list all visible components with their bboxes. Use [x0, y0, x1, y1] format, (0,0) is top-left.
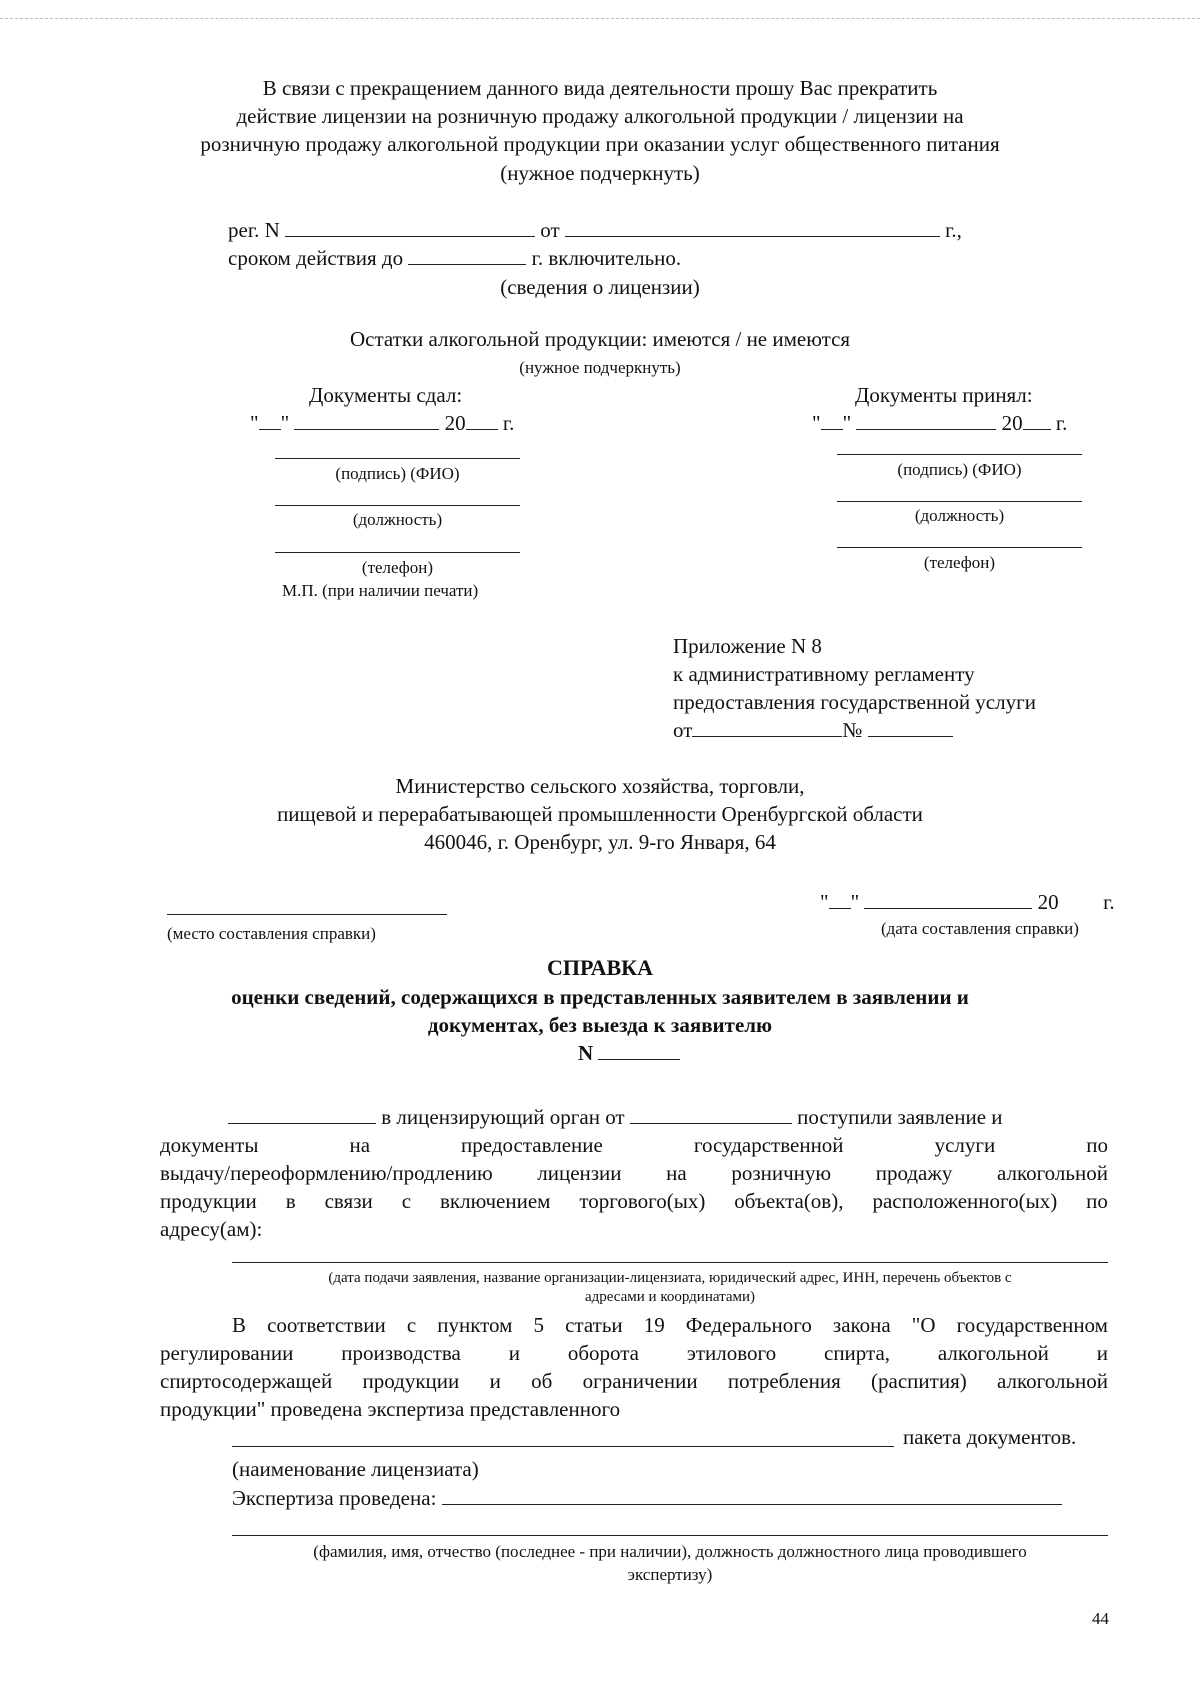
- year-suffix: г.,: [945, 218, 962, 242]
- received-year-field[interactable]: [1023, 428, 1051, 430]
- received-sig-caption: (подпись) (ФИО): [897, 460, 1022, 479]
- received-date-row: " " 20 г.: [812, 411, 1068, 435]
- intro-line-2: действие лицензии на розничную продажу алкогольной продукции / лицензии на: [236, 104, 964, 128]
- term-label: сроком действия до: [228, 246, 404, 270]
- licensee-line[interactable]: [232, 1446, 894, 1447]
- handed-date-row: " " 20 г.: [250, 411, 515, 435]
- date-caption: (дата составления справки): [881, 919, 1079, 938]
- certificate-number-row: N: [578, 1043, 680, 1064]
- body1-line-5: адресу(ам):: [160, 1217, 263, 1241]
- received-position-line[interactable]: [837, 501, 1082, 502]
- expertise-field[interactable]: [442, 1503, 1062, 1505]
- ministry-line-1: Министерство сельского хозяйства, торговли,: [395, 774, 805, 798]
- received-title: Документы принял:: [855, 383, 1033, 407]
- ministry-line-3: 460046, г. Оренбург, ул. 9-го Января, 64: [424, 830, 776, 854]
- certificate-number-field[interactable]: [598, 1058, 680, 1060]
- license-date-field[interactable]: [565, 235, 940, 237]
- received-position-caption: (должность): [914, 506, 1005, 525]
- received-phone-caption: (телефон): [923, 553, 996, 572]
- certificate-title: СПРАВКА: [546, 955, 654, 980]
- scan-top-edge: [0, 18, 1200, 19]
- body2-line-1: В соответствии с пунктом 5 статьи 19 Федерального закона "О государственном: [232, 1313, 1108, 1337]
- term-suffix: г. включительно.: [531, 246, 682, 270]
- body1-line-3: выдачу/переоформлению/продлению лицензии на розничную продажу алкогольной: [160, 1161, 1108, 1185]
- place-line[interactable]: [167, 914, 447, 915]
- handed-sig-line[interactable]: [275, 458, 520, 459]
- expert-line[interactable]: [232, 1535, 1108, 1536]
- body2-caption-2: экспертизу): [627, 1565, 713, 1584]
- received-day-field[interactable]: [821, 428, 843, 430]
- ministry-line-2: пищевой и перерабатывающей промышленности Оренбургской области: [277, 802, 923, 826]
- received-month-field[interactable]: [856, 428, 996, 430]
- reg-label: рег. N: [228, 218, 280, 242]
- handed-title: Документы сдал:: [309, 383, 463, 407]
- receipt-date-field[interactable]: [630, 1122, 792, 1124]
- appendix-line-3: предоставления государственной услуги: [673, 690, 1036, 714]
- appendix-line-2: к административному регламенту: [673, 662, 975, 686]
- handed-day-field[interactable]: [259, 428, 281, 430]
- handed-position-line[interactable]: [275, 505, 520, 506]
- appendix-number-field[interactable]: [868, 735, 953, 737]
- body2-line-2: регулировании производства и оборота этилового спирта, алкогольной и: [160, 1341, 1108, 1365]
- place-caption: (место составления справки): [167, 924, 376, 943]
- address-line[interactable]: [232, 1262, 1108, 1263]
- cert-day-field[interactable]: [829, 907, 851, 909]
- intro-line-3: розничную продажу алкогольной продукции при оказании услуг общественного питания: [200, 132, 1000, 156]
- body2-line-4: продукции" проведена экспертиза представленного: [160, 1397, 621, 1421]
- page-number: 44: [1092, 1609, 1109, 1628]
- license-caption: (сведения о лицензии): [500, 275, 700, 299]
- handed-month-field[interactable]: [294, 428, 439, 430]
- appendix-line-1: Приложение N 8: [673, 634, 822, 658]
- license-term-row: [228, 248, 681, 269]
- body1-caption-2: адресами и координатами): [584, 1289, 756, 1305]
- appendix-ref-row: от №: [673, 720, 953, 741]
- body1-line-4: продукции в связи с включением торгового(ых) объекта(ов), расположенного(ых) по: [160, 1189, 1108, 1213]
- body2-line-3: спиртосодержащей продукции и об ограничении потребления (распития) алкогольной: [160, 1369, 1108, 1393]
- from-label: от: [540, 218, 560, 242]
- licensee-caption: (наименование лицензиата): [232, 1457, 479, 1481]
- received-sig-line[interactable]: [837, 454, 1082, 455]
- body1-caption-1: (дата подачи заявления, название организации-лицензиата, юридический адрес, ИНН, перечень объектов с: [328, 1270, 1012, 1286]
- certificate-subtitle-2: документах, без выезда к заявителю: [427, 1013, 773, 1037]
- certificate-subtitle-1: оценки сведений, содержащихся в представленных заявителем в заявлении и: [231, 985, 969, 1009]
- intro-note: (нужное подчеркнуть): [500, 161, 700, 185]
- remains-text: Остатки алкогольной продукции: имеются / не имеются: [349, 327, 851, 351]
- package-text: пакета документов.: [903, 1425, 1077, 1449]
- reg-number-field[interactable]: [285, 235, 535, 237]
- expertise-row: Экспертиза проведена:: [232, 1488, 1062, 1509]
- cert-date-row: " " 20 г.: [820, 890, 1115, 914]
- body1-line-1: в лицензирующий орган от поступили заявление и: [228, 1107, 1108, 1128]
- handed-year-field[interactable]: [466, 428, 498, 430]
- intro-line-1: В связи с прекращением данного вида деятельности прошу Вас прекратить: [262, 76, 938, 100]
- cert-month-field[interactable]: [864, 907, 1032, 909]
- received-phone-line[interactable]: [837, 547, 1082, 548]
- term-field[interactable]: [408, 263, 526, 265]
- handed-sig-caption: (подпись) (ФИО): [335, 464, 460, 483]
- body2-caption-1: (фамилия, имя, отчество (последнее - при наличии), должность должностного лица проводившего: [313, 1542, 1027, 1561]
- license-reg-row: [228, 220, 962, 241]
- appendix-date-field[interactable]: [692, 735, 842, 737]
- body1-line-2: документы на предоставление государственной услуги по: [160, 1133, 1108, 1157]
- stamp-note: М.П. (при наличии печати): [282, 581, 479, 600]
- applicant-field[interactable]: [228, 1122, 376, 1124]
- handed-phone-caption: (телефон): [361, 558, 434, 577]
- handed-phone-line[interactable]: [275, 552, 520, 553]
- handed-position-caption: (должность): [352, 510, 443, 529]
- remains-note: (нужное подчеркнуть): [519, 358, 681, 377]
